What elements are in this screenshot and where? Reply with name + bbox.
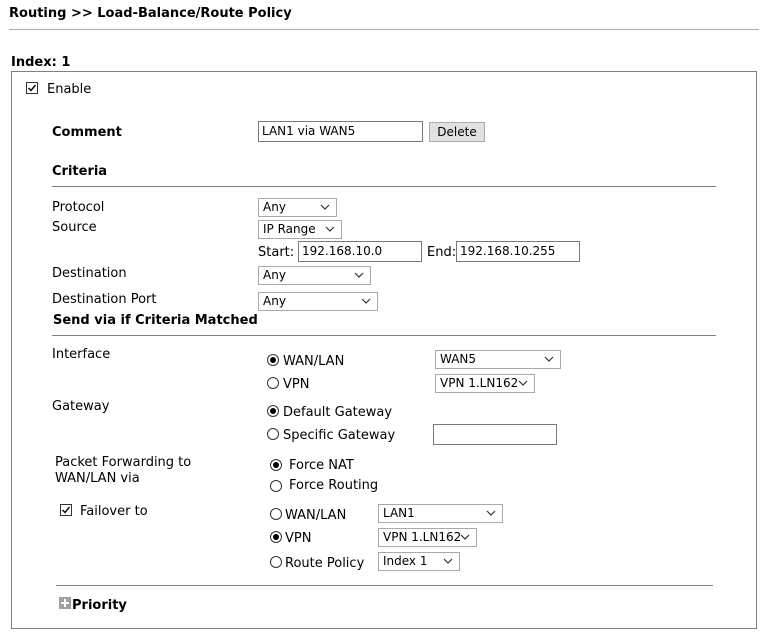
failover-wanlan-label: WAN/LAN [285, 508, 347, 523]
interface-wanlan-select[interactable] [435, 350, 561, 369]
failover-checkbox[interactable] [60, 504, 72, 516]
chevron-down-icon [544, 355, 554, 363]
index-label: Index: 1 [11, 55, 71, 70]
specific-gateway-label: Specific Gateway [283, 428, 396, 443]
send-via-divider [52, 335, 716, 336]
packet-forwarding-label-2: WAN/LAN via [55, 471, 140, 486]
force-nat-label: Force NAT [289, 458, 354, 473]
failover-route-policy-select[interactable] [378, 552, 460, 571]
destination-label: Destination [52, 266, 127, 281]
interface-label: Interface [52, 347, 111, 362]
force-nat-radio[interactable] [270, 459, 282, 471]
interface-wanlan-value: WAN5 [440, 352, 477, 366]
interface-vpn-select[interactable] [435, 374, 535, 393]
expand-plus-icon[interactable] [59, 597, 71, 609]
page-title: Routing >> Load-Balance/Route Policy [9, 6, 292, 21]
interface-vpn-radio[interactable] [267, 377, 279, 389]
check-icon [27, 83, 37, 93]
failover-label: Failover to [80, 504, 148, 519]
protocol-value: Any [263, 200, 286, 214]
end-label: End: [427, 245, 457, 260]
criteria-divider [52, 186, 716, 187]
chevron-down-icon [460, 533, 470, 541]
protocol-label: Protocol [52, 200, 105, 215]
failover-wanlan-value: LAN1 [383, 506, 415, 520]
interface-wanlan-label: WAN/LAN [283, 354, 345, 369]
source-value: IP Range [263, 222, 316, 236]
chevron-down-icon [518, 379, 528, 387]
failover-vpn-label: VPN [285, 531, 312, 546]
comment-input[interactable]: LAN1 via WAN5 [258, 121, 423, 142]
protocol-select[interactable] [258, 198, 337, 217]
comment-label: Comment [52, 125, 122, 140]
failover-wanlan-select[interactable] [378, 504, 503, 523]
interface-vpn-label: VPN [283, 377, 310, 392]
priority-divider [56, 585, 713, 586]
failover-route-policy-label: Route Policy [285, 556, 365, 571]
criteria-heading: Criteria [52, 164, 108, 179]
dest-port-value: Any [263, 294, 286, 308]
send-via-heading: Send via if Criteria Matched [53, 313, 258, 328]
start-label: Start: [258, 245, 295, 260]
dest-port-label: Destination Port [52, 292, 157, 307]
start-ip-input[interactable]: 192.168.10.0 [298, 241, 422, 262]
chevron-down-icon [443, 557, 453, 565]
failover-vpn-select[interactable] [378, 528, 477, 547]
source-label: Source [52, 220, 97, 235]
force-routing-radio[interactable] [270, 480, 282, 492]
dest-port-select[interactable] [258, 292, 378, 311]
failover-vpn-radio[interactable] [270, 531, 282, 543]
default-gateway-radio[interactable] [267, 405, 279, 417]
source-select[interactable] [258, 220, 342, 239]
chevron-down-icon [486, 509, 496, 517]
default-gateway-label: Default Gateway [283, 405, 393, 420]
failover-vpn-value: VPN 1.LN162 [383, 530, 462, 544]
interface-wanlan-radio[interactable] [267, 354, 279, 366]
priority-label[interactable]: Priority [72, 598, 127, 613]
destination-value: Any [263, 268, 286, 282]
failover-route-policy-radio[interactable] [270, 556, 282, 568]
failover-route-policy-value: Index 1 [383, 554, 428, 568]
interface-vpn-value: VPN 1.LN162 [440, 376, 519, 390]
check-icon [61, 505, 71, 515]
destination-select[interactable] [258, 266, 371, 285]
title-divider [9, 29, 759, 30]
chevron-down-icon [361, 297, 371, 305]
specific-gateway-radio[interactable] [267, 428, 279, 440]
failover-wanlan-radio[interactable] [270, 508, 282, 520]
packet-forwarding-label-1: Packet Forwarding to [55, 455, 192, 470]
specific-gateway-input[interactable] [433, 424, 557, 445]
chevron-down-icon [354, 271, 364, 279]
chevron-down-icon [325, 225, 335, 233]
gateway-label: Gateway [52, 399, 110, 414]
end-ip-input[interactable]: 192.168.10.255 [456, 241, 580, 262]
chevron-down-icon [320, 203, 330, 211]
enable-checkbox[interactable] [26, 82, 38, 94]
force-routing-label: Force Routing [289, 478, 379, 493]
delete-button[interactable]: Delete [429, 122, 485, 142]
enable-label: Enable [47, 82, 92, 97]
